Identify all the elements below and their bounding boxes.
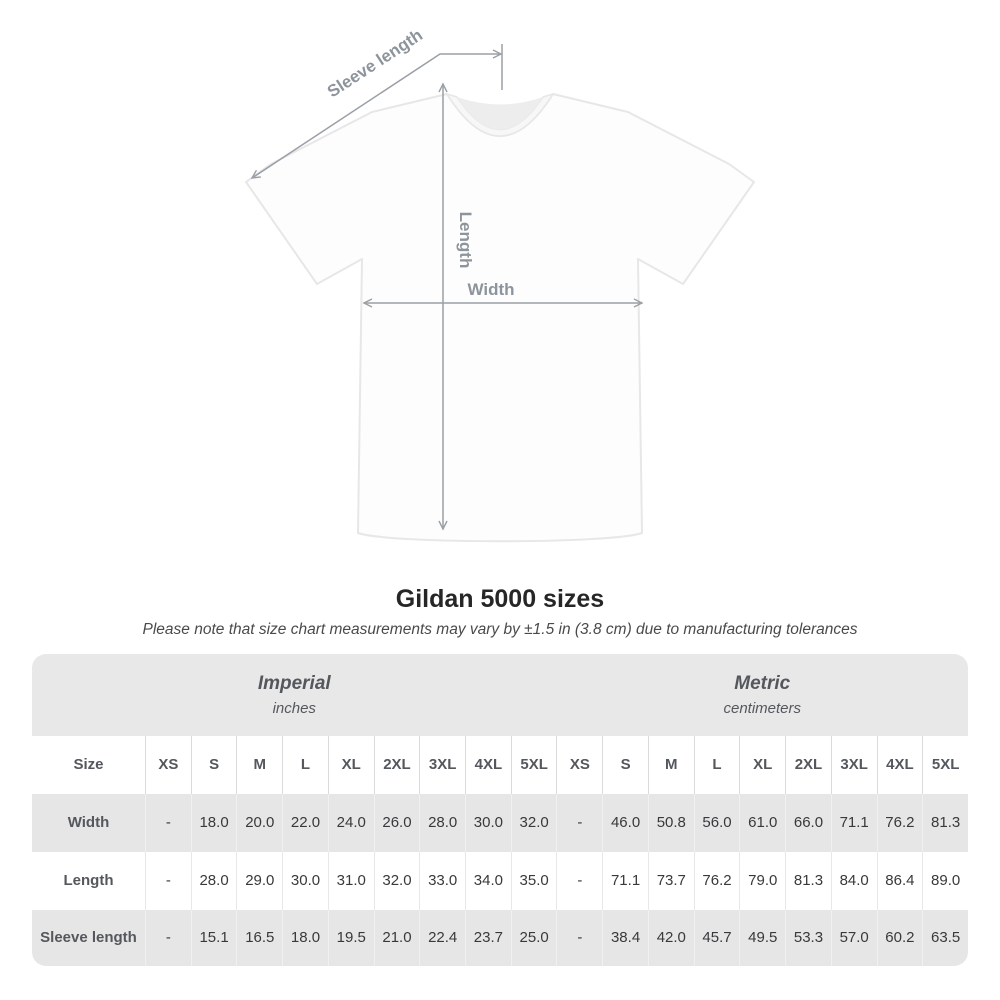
imperial-value-cell: 32.0 — [511, 794, 557, 852]
length-label: Length — [456, 211, 475, 269]
metric-value-cell: 73.7 — [648, 852, 694, 910]
metric-size-header-l: L — [694, 736, 740, 794]
tshirt-graphic — [246, 94, 754, 541]
imperial-value-cell: 28.0 — [419, 794, 465, 852]
imperial-value-cell: 15.1 — [191, 910, 237, 966]
unit-group-header — [32, 654, 968, 736]
imperial-value-cell: 26.0 — [374, 794, 420, 852]
metric-size-header-3xl: 3XL — [831, 736, 877, 794]
metric-value-cell: 56.0 — [694, 794, 740, 852]
imperial-value-cell: 22.4 — [419, 910, 465, 966]
imperial-value-cell: 22.0 — [282, 794, 328, 852]
imperial-size-header-s: S — [191, 736, 237, 794]
metric-value-cell: 63.5 — [922, 910, 968, 966]
imperial-label: Imperial — [257, 672, 331, 694]
metric-value-cell: - — [556, 910, 602, 966]
metric-value-cell: 89.0 — [922, 852, 968, 910]
sleeve-length-label: Sleeve length — [323, 25, 427, 102]
metric-value-cell: 50.8 — [648, 794, 694, 852]
imperial-value-cell: 18.0 — [191, 794, 237, 852]
metric-value-cell: 71.1 — [602, 852, 648, 910]
metric-unit-label: centimeters — [723, 699, 802, 717]
metric-value-cell: 53.3 — [785, 910, 831, 966]
metric-value-cell: 61.0 — [739, 794, 785, 852]
imperial-value-cell: 20.0 — [236, 794, 282, 852]
imperial-value-cell: 19.5 — [328, 910, 374, 966]
metric-size-header-m: M — [648, 736, 694, 794]
measurement-row-label: Sleeve length — [32, 910, 145, 966]
metric-label: Metric — [734, 672, 791, 694]
metric-value-cell: 46.0 — [602, 794, 648, 852]
metric-value-cell: 42.0 — [648, 910, 694, 966]
imperial-value-cell: 21.0 — [374, 910, 420, 966]
imperial-value-cell: 24.0 — [328, 794, 374, 852]
metric-value-cell: 76.2 — [694, 852, 740, 910]
imperial-value-cell: 32.0 — [374, 852, 420, 910]
metric-value-cell: 60.2 — [877, 910, 923, 966]
measurement-row-label: Width — [32, 794, 145, 852]
metric-size-header-xs: XS — [556, 736, 602, 794]
imperial-value-cell: - — [145, 910, 191, 966]
metric-value-cell: 76.2 — [877, 794, 923, 852]
metric-value-cell: - — [556, 794, 602, 852]
imperial-value-cell: 18.0 — [282, 910, 328, 966]
metric-size-header-2xl: 2XL — [785, 736, 831, 794]
imperial-value-cell: 30.0 — [465, 794, 511, 852]
metric-value-cell: 79.0 — [739, 852, 785, 910]
metric-value-cell: 38.4 — [602, 910, 648, 966]
metric-size-header-xl: XL — [739, 736, 785, 794]
metric-value-cell: 81.3 — [922, 794, 968, 852]
imperial-value-cell: - — [145, 852, 191, 910]
size-column-header: Size — [32, 736, 145, 794]
metric-size-header-4xl: 4XL — [877, 736, 923, 794]
imperial-value-cell: 30.0 — [282, 852, 328, 910]
imperial-value-cell: 16.5 — [236, 910, 282, 966]
metric-value-cell: 81.3 — [785, 852, 831, 910]
imperial-size-header-5xl: 5XL — [511, 736, 557, 794]
imperial-size-header-l: L — [282, 736, 328, 794]
tshirt-body-shape — [246, 94, 754, 541]
imperial-value-cell: 28.0 — [191, 852, 237, 910]
imperial-value-cell: - — [145, 794, 191, 852]
size-grid — [32, 736, 968, 966]
imperial-size-header-xl: XL — [328, 736, 374, 794]
metric-size-header-5xl: 5XL — [922, 736, 968, 794]
width-label: Width — [467, 280, 515, 299]
metric-value-cell: 57.0 — [831, 910, 877, 966]
imperial-size-header-xs: XS — [145, 736, 191, 794]
metric-value-cell: 86.4 — [877, 852, 923, 910]
metric-value-cell: 71.1 — [831, 794, 877, 852]
metric-size-header-s: S — [602, 736, 648, 794]
imperial-size-header-m: M — [236, 736, 282, 794]
imperial-value-cell: 35.0 — [511, 852, 557, 910]
imperial-value-cell: 25.0 — [511, 910, 557, 966]
measurement-row-label: Length — [32, 852, 145, 910]
page-title: Gildan 5000 sizes — [395, 585, 605, 613]
imperial-size-header-3xl: 3XL — [419, 736, 465, 794]
imperial-size-header-4xl: 4XL — [465, 736, 511, 794]
imperial-group-header — [32, 654, 557, 736]
metric-value-cell: 49.5 — [739, 910, 785, 966]
imperial-value-cell: 23.7 — [465, 910, 511, 966]
metric-value-cell: - — [556, 852, 602, 910]
size-table — [32, 654, 968, 966]
imperial-unit-label: inches — [272, 699, 316, 717]
imperial-value-cell: 33.0 — [419, 852, 465, 910]
tolerance-note: Please note that size chart measurements may vary by ±1.5 in (3.8 cm) due to manufacturing tolerances — [142, 620, 858, 638]
imperial-value-cell: 31.0 — [328, 852, 374, 910]
imperial-size-header-2xl: 2XL — [374, 736, 420, 794]
imperial-value-cell: 34.0 — [465, 852, 511, 910]
imperial-value-cell: 29.0 — [236, 852, 282, 910]
metric-group-header — [557, 654, 969, 736]
metric-value-cell: 45.7 — [694, 910, 740, 966]
metric-value-cell: 66.0 — [785, 794, 831, 852]
metric-value-cell: 84.0 — [831, 852, 877, 910]
